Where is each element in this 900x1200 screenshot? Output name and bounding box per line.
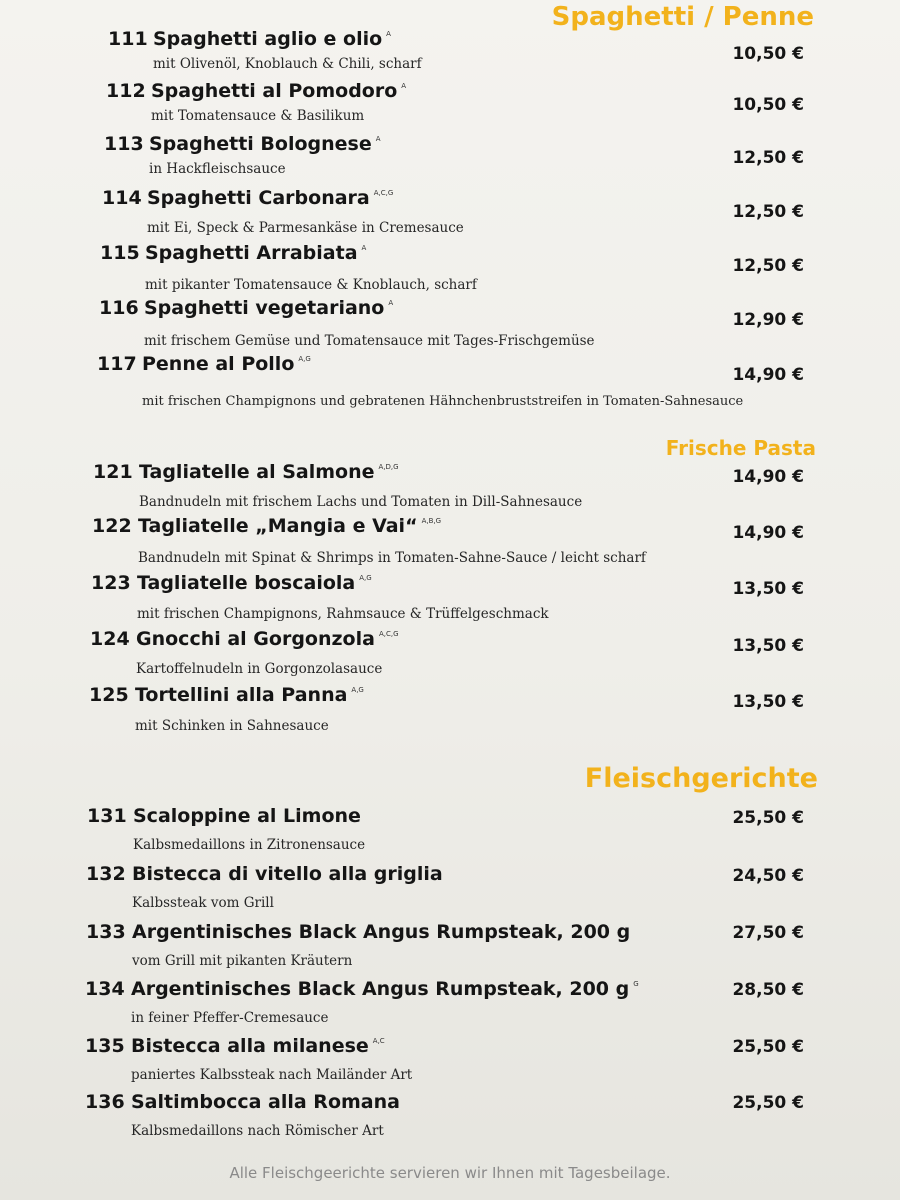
item-description: paniertes Kalbssteak nach Mailänder Art: [131, 1067, 413, 1083]
item-name: Scaloppine al Limone: [133, 805, 361, 827]
menu-item-121: [0, 461, 900, 511]
item-description: Bandnudeln mit frischem Lachs und Tomaten in Dill-Sahnesauce: [139, 494, 583, 510]
item-description: mit Ei, Speck & Parmesankäse in Cremesauce: [147, 220, 464, 236]
item-name: Saltimbocca alla Romana: [131, 1091, 400, 1113]
item-description: mit Olivenöl, Knoblauch & Chili, scharf: [153, 56, 422, 72]
menu-item-115: [0, 242, 900, 292]
item-allergens: A,G: [298, 355, 311, 363]
item-description: Kartoffelnudeln in Gorgonzolasauce: [136, 661, 383, 677]
menu-item-136: [0, 1091, 900, 1141]
item-price: 14,90 €: [732, 523, 804, 543]
item-price: 10,50 €: [732, 44, 804, 64]
item-name: Argentinisches Black Angus Rumpsteak, 200 g: [132, 921, 631, 943]
item-allergens: A,C,G: [378, 630, 399, 638]
item-allergens: A: [386, 30, 391, 38]
item-allergens: A,B,G: [421, 517, 442, 525]
item-number: 113: [104, 133, 144, 155]
item-name: Spaghetti aglio e olio $^A$: [153, 28, 391, 50]
item-description: in Hackfleischsauce: [149, 161, 286, 177]
item-description: mit Tomatensauce & Basilikum: [151, 108, 365, 124]
item-description: mit pikanter Tomatensauce & Knoblauch, scharf: [145, 277, 477, 293]
item-number: 123: [91, 572, 131, 594]
item-number: 125: [89, 684, 129, 706]
item-description: mit frischem Gemüse und Tomatensauce mit Tages-Frischgemüse: [144, 333, 595, 349]
menu-item-135: [0, 1035, 900, 1085]
menu-item-113: [0, 133, 900, 183]
item-allergens: A,G: [351, 686, 364, 694]
item-description: in feiner Pfeffer-Cremesauce: [131, 1010, 329, 1026]
menu-item-134: [0, 978, 900, 1028]
item-number: 133: [86, 921, 126, 943]
item-price: 12,90 €: [732, 310, 804, 330]
item-price: 12,50 €: [732, 202, 804, 222]
item-allergens: A: [388, 299, 394, 307]
item-name: Tagliatelle al Salmone $^{A,D,G}$: [139, 461, 399, 483]
item-allergens: A: [361, 244, 367, 252]
menu-item-117: [0, 353, 900, 409]
item-number: 121: [93, 461, 133, 483]
item-allergens: G: [633, 980, 639, 988]
item-description: mit Schinken in Sahnesauce: [135, 718, 329, 734]
item-description: Bandnudeln mit Spinat & Shrimps in Tomaten-Sahne-Sauce / leicht scharf: [138, 550, 646, 566]
section-title-spaghetti-penne: Spaghetti / Penne: [551, 2, 814, 32]
menu-item-111: [0, 28, 900, 78]
item-name: Bistecca alla milanese $^{A,C}$: [131, 1035, 385, 1057]
item-price: 28,50 €: [732, 980, 804, 1000]
item-number: 134: [85, 978, 125, 1000]
item-description: Kalbsmedaillons in Zitronensauce: [133, 837, 366, 853]
menu-item-116: [0, 297, 900, 347]
item-name: Penne al Pollo $^{A,G}$: [142, 353, 311, 375]
item-description: Kalbssteak vom Grill: [132, 895, 274, 911]
section-title-frische-pasta: Frische Pasta: [665, 436, 816, 460]
item-description: mit frischen Champignons, Rahmsauce & Trüffelgeschmack: [137, 606, 549, 622]
item-price: 10,50 €: [732, 95, 804, 115]
item-description: vom Grill mit pikanten Kräutern: [132, 953, 353, 969]
item-number: 112: [106, 80, 146, 102]
menu-item-112: [0, 80, 900, 130]
item-number: 111: [108, 28, 148, 50]
item-name: Tortellini alla Panna $^{A,G}$: [135, 684, 364, 706]
item-number: 122: [92, 515, 132, 537]
item-price: 13,50 €: [732, 579, 804, 599]
item-number: 124: [90, 628, 130, 650]
item-number: 116: [99, 297, 139, 319]
item-name: Tagliatelle boscaiola $^{A,G}$: [137, 572, 372, 594]
item-name: Spaghetti al Pomodoro $^A$: [151, 80, 407, 102]
item-allergens: A: [401, 82, 407, 90]
item-price: 27,50 €: [732, 923, 804, 943]
item-number: 115: [100, 242, 140, 264]
item-name: Spaghetti Bolognese $^A$: [149, 133, 381, 155]
item-price: 12,50 €: [732, 148, 804, 168]
footer-note: Alle Fleischgeerichte servieren wir Ihnen mit Tagesbeilage.: [229, 1164, 671, 1182]
item-name: Tagliatelle „Mangia e Vai“ $^{A,B,G}$: [138, 515, 442, 537]
section-title-fleischgerichte: Fleischgerichte: [584, 763, 818, 794]
item-number: 114: [102, 187, 142, 209]
menu-item-123: [0, 572, 900, 622]
item-name: Spaghetti Carbonara $^{A,C,G}$: [147, 187, 394, 209]
item-price: 13,50 €: [732, 636, 804, 656]
menu-item-122: [0, 515, 900, 565]
item-name: Spaghetti Arrabiata $^A$: [145, 242, 367, 264]
menu-item-125: [0, 684, 900, 734]
item-price: 14,90 €: [732, 467, 804, 487]
item-price: 14,90 €: [732, 365, 804, 385]
item-number: 131: [87, 805, 127, 827]
item-allergens: A,D,G: [378, 463, 399, 471]
item-number: 117: [97, 353, 137, 375]
item-name: Spaghetti vegetariano $^A$: [144, 297, 394, 319]
item-number: 135: [85, 1035, 125, 1057]
item-price: 25,50 €: [732, 1093, 804, 1113]
item-price: 13,50 €: [732, 692, 804, 712]
menu-item-133: [0, 921, 900, 971]
item-name: Argentinisches Black Angus Rumpsteak, 200 g $^G$: [131, 978, 639, 1000]
menu-item-124: [0, 628, 900, 678]
item-price: 25,50 €: [732, 808, 804, 828]
menu-item-132: [0, 863, 900, 913]
menu-item-114: [0, 187, 900, 237]
item-allergens: A,C: [372, 1037, 385, 1045]
item-name: Bistecca di vitello alla griglia: [132, 863, 443, 885]
item-allergens: A,G: [359, 574, 372, 582]
item-name: Gnocchi al Gorgonzola $^{A,C,G}$: [136, 628, 399, 650]
item-price: 24,50 €: [732, 866, 804, 886]
item-number: 136: [85, 1091, 125, 1113]
item-allergens: A,C,G: [373, 189, 394, 197]
item-number: 132: [86, 863, 126, 885]
item-description: Kalbsmedaillons nach Römischer Art: [131, 1123, 384, 1139]
item-price: 25,50 €: [732, 1037, 804, 1057]
item-price: 12,50 €: [732, 256, 804, 276]
item-description: mit frischen Champignons und gebratenen Hähnchenbruststreifen in Tomaten-Sahnesauce: [142, 394, 744, 409]
menu-item-131: [0, 805, 900, 855]
item-allergens: A: [375, 135, 381, 143]
